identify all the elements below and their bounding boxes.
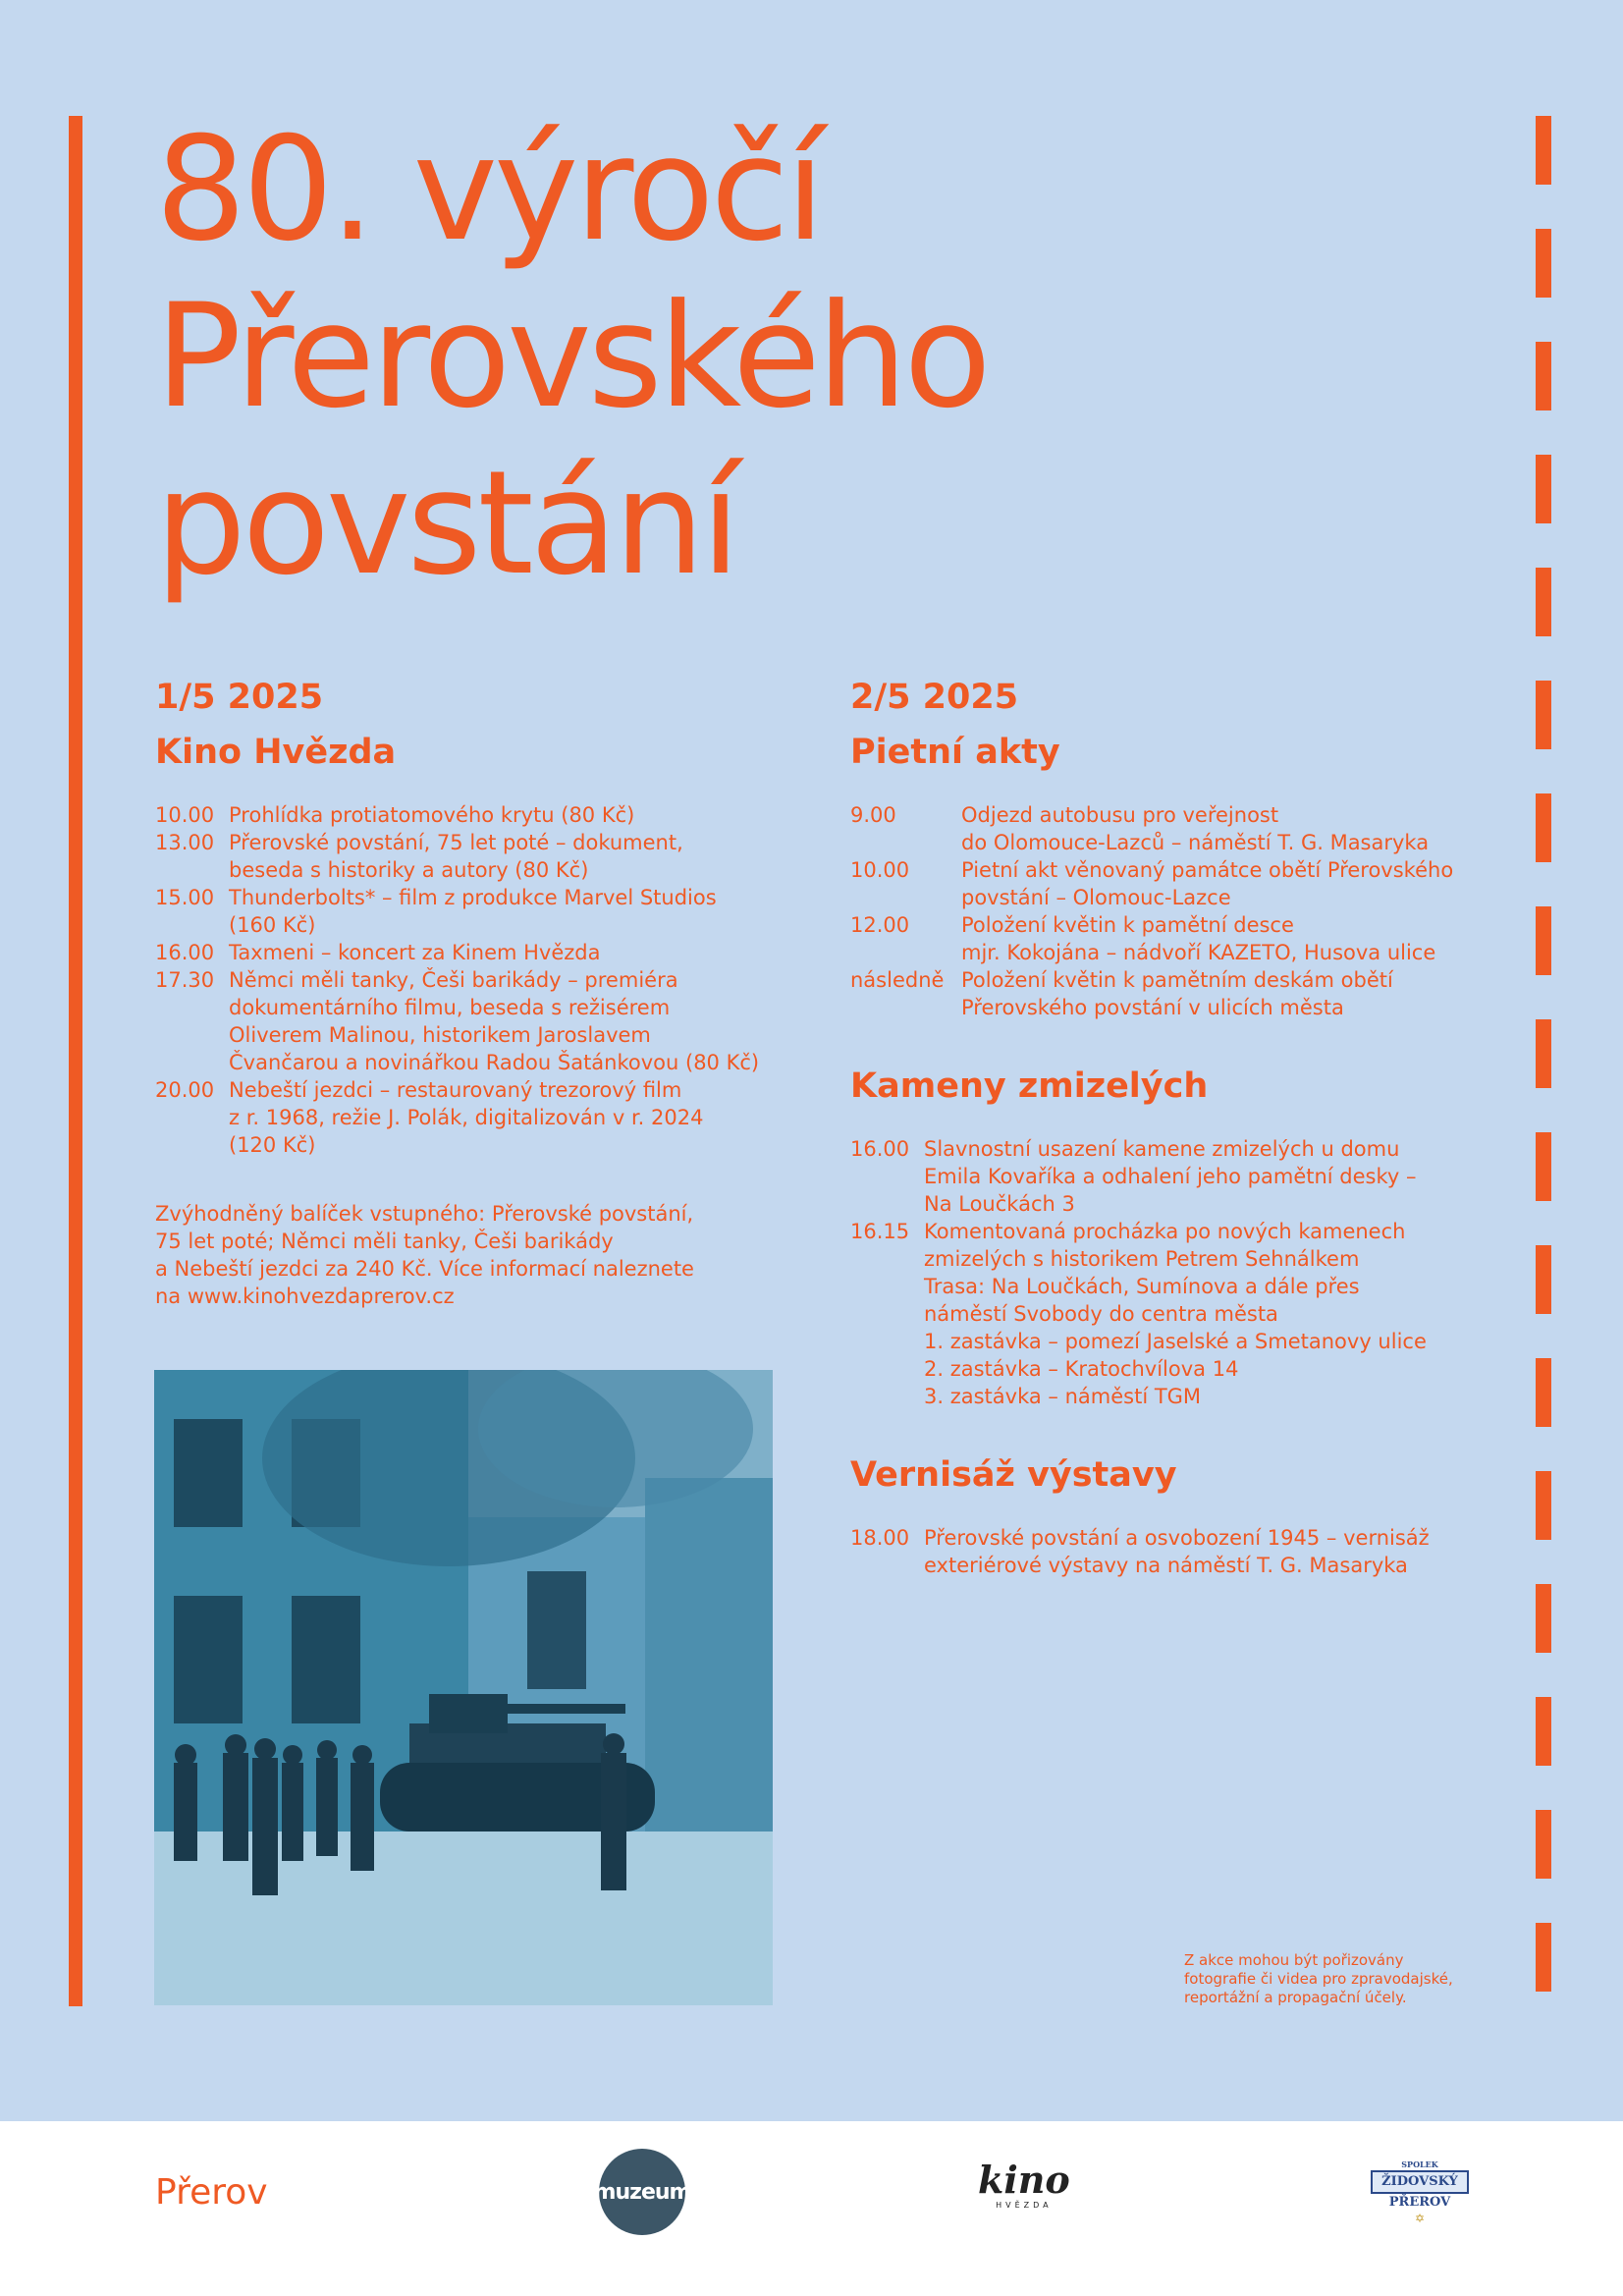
desc-line: do Olomouce-Lazců – náměstí T. G. Masaryka — [961, 831, 1430, 854]
event-time: 12.00 — [850, 913, 910, 937]
desc-line: Na Loučkách 3 — [924, 1192, 1075, 1216]
event-desc — [229, 1076, 803, 1159]
desc-line: náměstí Svobody do centra města — [924, 1302, 1278, 1326]
prerov-logo — [155, 2172, 268, 2213]
event-time: 13.00 — [155, 831, 215, 854]
section-vernisaz — [850, 1455, 1498, 1579]
day1-events — [155, 801, 803, 1159]
note-line: a Nebeští jezdci za 240 Kč. Více informací naleznete — [155, 1257, 694, 1281]
title-line-3: povstání — [155, 440, 737, 607]
desc-line: Čvančarou a novinářkou Radou Šatánkovou (80 Kč) — [229, 1051, 760, 1074]
dash-segment — [1536, 1132, 1551, 1201]
dash-segment — [1536, 568, 1551, 636]
dash-segment — [1536, 1358, 1551, 1427]
event-desc — [229, 829, 803, 884]
event-desc — [229, 966, 803, 1076]
desc-line: Nebeští jezdci – restaurovaný trezorový film — [229, 1078, 682, 1102]
event-time: 10.00 — [155, 803, 215, 827]
desc-line: Přerovské povstání, 75 let poté – dokument, — [229, 831, 683, 854]
desc-line: Thunderbolts* – film z produkce Marvel Studios — [229, 886, 717, 909]
event-time: 18.00 — [850, 1526, 910, 1550]
desc-line: Taxmeni – koncert za Kinem Hvězda — [229, 941, 601, 964]
section-title-vernisaz: Vernisáž výstavy — [850, 1455, 1177, 1495]
desc-line: 2. zastávka – Kratochvílova 14 — [924, 1357, 1239, 1381]
desc-line: 3. zastávka – náměstí TGM — [924, 1385, 1202, 1408]
event-desc — [229, 884, 803, 939]
desc-line: Slavnostní usazení kamene zmizelých u domu — [924, 1137, 1400, 1161]
left-accent-bar — [69, 116, 82, 2006]
vernisaz-events — [850, 1524, 1498, 1579]
event-time: 16.15 — [850, 1220, 910, 1243]
section-title-pietni-akty: Pietní akty — [850, 733, 1060, 772]
dash-segment — [1536, 1584, 1551, 1653]
dash-segment — [1536, 906, 1551, 975]
event-item — [155, 829, 803, 884]
spolek-bottom-text: PŘEROV — [1388, 2195, 1451, 2210]
desc-line: Odjezd autobusu pro veřejnost — [961, 803, 1279, 827]
dash-segment — [1536, 1697, 1551, 1766]
pietni-akty-events — [850, 801, 1498, 1021]
event-time: 16.00 — [850, 1137, 910, 1161]
event-time: následně — [850, 968, 945, 992]
desc-line: exteriérové výstavy na náměstí T. G. Masaryka — [924, 1554, 1408, 1577]
event-time: 10.00 — [850, 858, 910, 882]
event-item — [155, 801, 803, 829]
spolek-top-text: SPOLEK — [1401, 2159, 1438, 2169]
note-line: na www.kinohvezdaprerov.cz — [155, 1285, 455, 1308]
desc-line: (120 Kč) — [229, 1133, 316, 1157]
zidovsky-prerov-logo — [1371, 2159, 1469, 2225]
kameny-events — [850, 1135, 1498, 1410]
desc-line: Komentovaná procházka po nových kamenech — [924, 1220, 1406, 1243]
event-item — [155, 939, 803, 966]
desc-line: Trasa: Na Loučkách, Sumínova a dále přes — [924, 1275, 1360, 1298]
event-desc — [961, 966, 1498, 1021]
note-line: Zvýhodněný balíček vstupného: Přerovské povstání, — [155, 1202, 694, 1226]
dash-segment — [1536, 455, 1551, 523]
day1-venue: Kino Hvězda — [155, 733, 397, 772]
desc-line: Přerovské povstání a osvobození 1945 – vernisáž — [924, 1526, 1430, 1550]
event-time: 16.00 — [155, 941, 215, 964]
event-item — [155, 1076, 803, 1159]
dash-segment — [1536, 681, 1551, 749]
star-icon: ✡ — [1414, 2212, 1426, 2225]
right-dashed-line — [1536, 116, 1551, 2006]
event-desc — [961, 801, 1498, 856]
event-item — [850, 856, 1498, 911]
desc-line: Němci měli tanky, Češi barikády – premiéra — [229, 968, 678, 992]
desc-line: z r. 1968, režie J. Polák, digitalizován v r. 2024 — [229, 1106, 704, 1129]
kino-logo-text: kino — [978, 2158, 1070, 2202]
event-item — [850, 1524, 1498, 1579]
event-item — [850, 1218, 1498, 1410]
event-item — [850, 966, 1498, 1021]
muzeum-logo-text: muzeum — [593, 2179, 691, 2205]
event-desc — [961, 856, 1498, 911]
event-item — [850, 1135, 1498, 1218]
disclaimer-line: Z akce mohou být pořizovány — [1184, 1951, 1404, 1969]
section-kameny-zmizelych — [850, 1066, 1498, 1410]
desc-line: zmizelých s historikem Petrem Sehnálkem — [924, 1247, 1360, 1271]
desc-line: 1. zastávka – pomezí Jaselské a Smetanovy ulice — [924, 1330, 1427, 1353]
day1-column — [155, 678, 803, 1310]
desc-line: Pietní akt věnovaný památce obětí Přerovského — [961, 858, 1454, 882]
event-item — [850, 801, 1498, 856]
desc-line: (160 Kč) — [229, 913, 316, 937]
event-item — [155, 966, 803, 1076]
historical-tank-photo — [154, 1370, 773, 2005]
title-line-2: Přerovského — [155, 273, 988, 440]
day2-column — [850, 678, 1498, 1579]
event-desc — [229, 801, 803, 829]
day1-date: 1/5 2025 — [155, 678, 324, 717]
event-item — [850, 911, 1498, 966]
desc-line: beseda s historiky a autory (80 Kč) — [229, 858, 589, 882]
event-time: 20.00 — [155, 1078, 215, 1102]
poster-title — [155, 106, 988, 607]
section-title-kameny: Kameny zmizelých — [850, 1066, 1209, 1106]
sponsor-footer — [0, 2121, 1623, 2296]
desc-line: Prohlídka protiatomového krytu (80 Kč) — [229, 803, 635, 827]
event-desc — [924, 1524, 1498, 1579]
dash-segment — [1536, 1810, 1551, 1879]
spolek-mid-text: ŽIDOVSKÝ — [1371, 2170, 1469, 2194]
dash-segment — [1536, 229, 1551, 298]
title-line-1: 80. výročí — [155, 106, 822, 273]
tank-photo-icon — [154, 1370, 773, 2005]
day2-date: 2/5 2025 — [850, 678, 1019, 717]
dash-segment — [1536, 1245, 1551, 1314]
dash-segment — [1536, 342, 1551, 410]
disclaimer-line: fotografie či videa pro zpravodajské, — [1184, 1970, 1453, 1988]
event-desc — [924, 1135, 1498, 1218]
event-time: 15.00 — [155, 886, 215, 909]
note-line: 75 let poté; Němci měli tanky, Češi barikády — [155, 1230, 614, 1253]
dash-segment — [1536, 1019, 1551, 1088]
event-desc — [924, 1218, 1498, 1410]
desc-line: povstání – Olomouc-Lazce — [961, 886, 1231, 909]
event-time: 9.00 — [850, 803, 896, 827]
ticket-package-note — [155, 1200, 803, 1310]
kino-logo-subtext: HVĚZDA — [996, 2201, 1053, 2210]
desc-line: Položení květin k pamětní desce — [961, 913, 1294, 937]
dash-segment — [1536, 793, 1551, 862]
disclaimer — [1184, 1951, 1508, 2007]
disclaimer-line: reportážní a propagační účely. — [1184, 1989, 1407, 2006]
dash-segment — [1536, 1471, 1551, 1540]
event-desc — [229, 939, 803, 966]
desc-line: dokumentárního filmu, beseda s režisérem — [229, 996, 671, 1019]
desc-line: Přerovského povstání v ulicích města — [961, 996, 1344, 1019]
event-item — [155, 884, 803, 939]
event-time: 17.30 — [155, 968, 215, 992]
muzeum-logo — [593, 2149, 691, 2235]
desc-line: Emila Kovaříka a odhalení jeho pamětní desky – — [924, 1165, 1417, 1188]
dash-segment — [1536, 1923, 1551, 1992]
event-desc — [961, 911, 1498, 966]
prerov-logo-text: Přerov — [155, 2172, 268, 2213]
kino-hvezda-logo — [978, 2160, 1070, 2212]
desc-line: Položení květin k pamětním deskám obětí — [961, 968, 1393, 992]
desc-line: mjr. Kokojána – nádvoří KAZETO, Husova ulice — [961, 941, 1436, 964]
desc-line: Oliverem Malinou, historikem Jaroslavem — [229, 1023, 651, 1047]
dash-segment — [1536, 116, 1551, 185]
